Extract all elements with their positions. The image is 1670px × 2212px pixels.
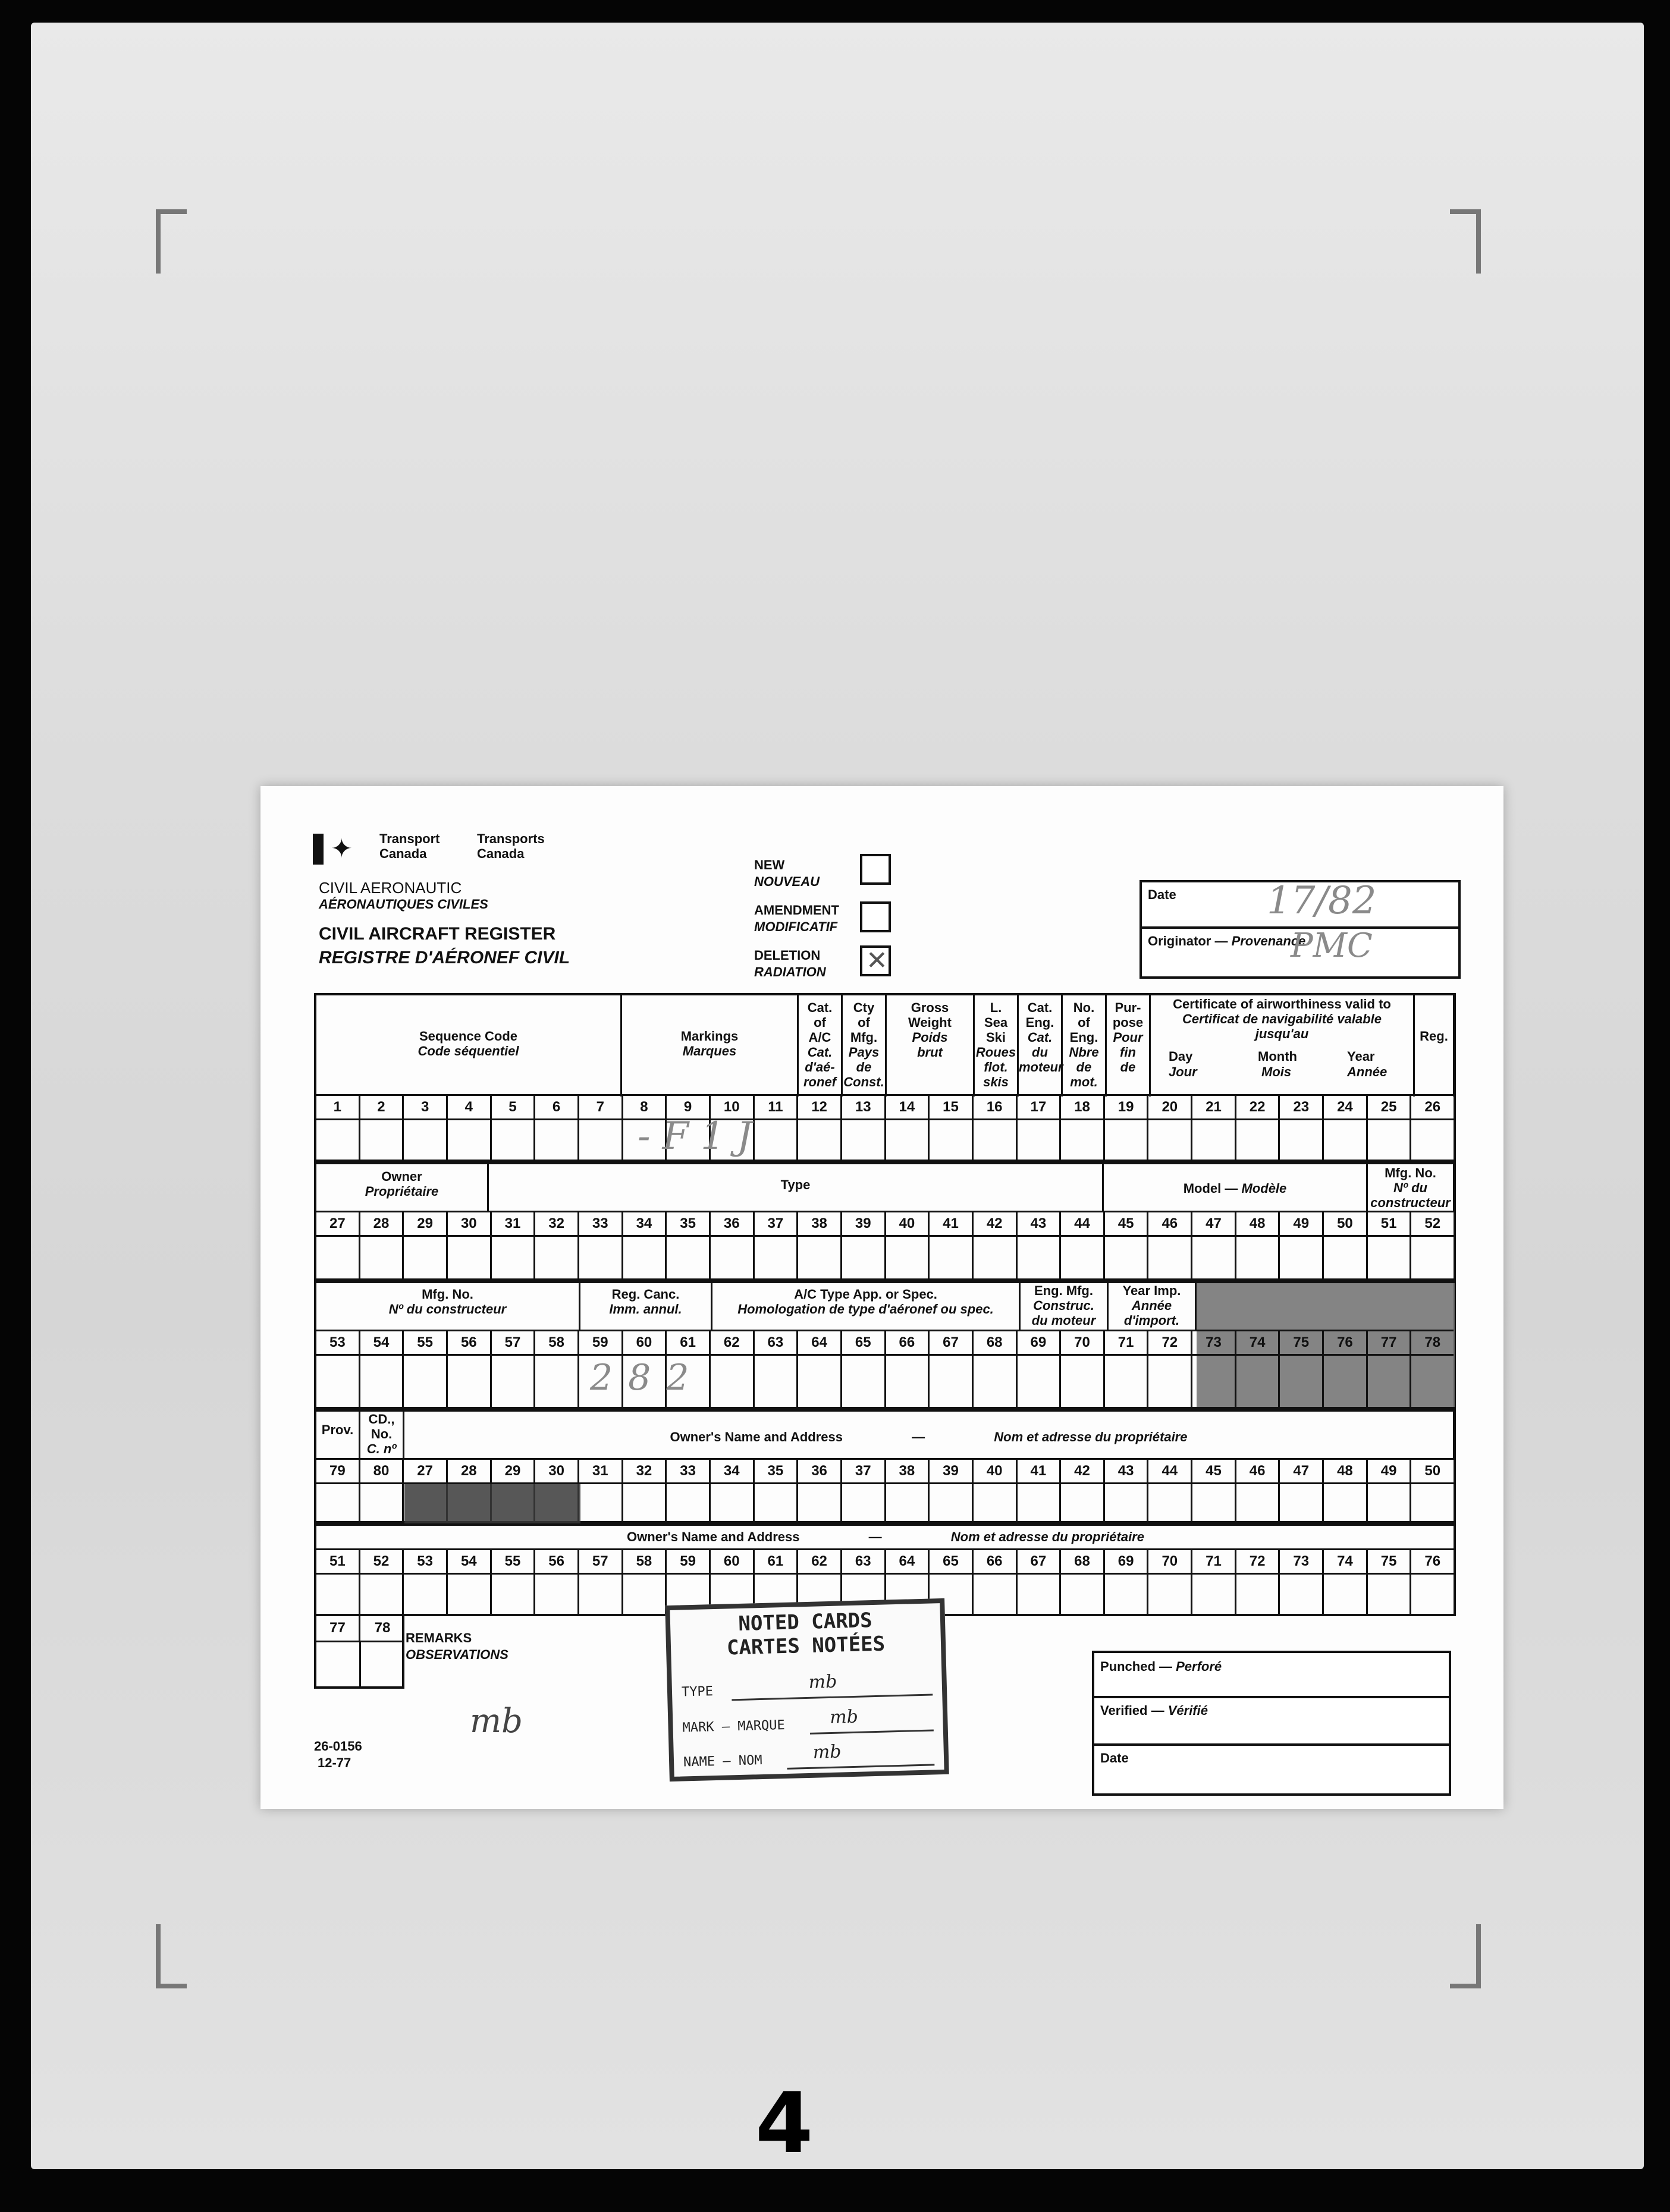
purpose-header: Pur- pose Pour fin de: [1107, 995, 1151, 1096]
remarks-initials: mb: [470, 1702, 523, 1740]
new-checkbox[interactable]: [860, 854, 891, 885]
deletion-label-fr: RADIATION: [754, 964, 826, 979]
row-2-entry-cells[interactable]: [316, 1237, 1454, 1278]
amendment-checkbox[interactable]: [860, 901, 891, 932]
reg-cancelled-header: Reg. Canc. Imm. annul.: [580, 1283, 712, 1331]
new-label-en: NEW: [754, 857, 785, 872]
row-5-column-numbers: 51 52 53 54 55 56 57 58 59 60 61 62 63 64 65 66 67 68 69 70 71 72 73 74 75 76: [316, 1548, 1454, 1575]
deletion-checkbox[interactable]: [860, 945, 891, 976]
crop-mark-top-left: [156, 209, 187, 274]
row-3-column-numbers: 53 54 55 56 57 58 59 60 61 62 63 64 65 66 67 68 69 70 71 72 73 74 75 76 77 78: [316, 1330, 1454, 1356]
register-title-en: CIVIL AIRCRAFT REGISTER: [319, 924, 556, 944]
new-label-fr: NOUVEAU: [754, 874, 820, 889]
form-code: 26-0156: [314, 1739, 362, 1754]
negative-frame-number: 4: [755, 2075, 814, 2172]
aircraft-row-2: [314, 1162, 1456, 1281]
crop-mark-bottom-left: [156, 1924, 187, 1988]
owner-address-header: Owner's Name and Address — Nom et adresse du propriétaire: [404, 1412, 1455, 1459]
agency-name-en: Transport Canada: [379, 831, 440, 861]
agency-name-fr: Transports Canada: [477, 831, 545, 861]
country-mfg-header: Cty of Mfg. Pays de Const.: [843, 995, 887, 1096]
type-header: Type: [489, 1164, 1104, 1212]
reg-cancelled-value[interactable]: 282: [590, 1357, 705, 1399]
row-3-entry-cells[interactable]: [316, 1356, 1454, 1407]
markings-header: Markings Marques: [622, 995, 799, 1096]
owner-address-header-2: Owner's Name and Address — Nom et adresse du propriétaire: [627, 1529, 1144, 1544]
engine-mfg-header: Eng. Mfg. Construc. du moteur: [1021, 1283, 1109, 1331]
owner-header: Owner Propriétaire: [316, 1164, 489, 1212]
crop-mark-bottom-right: [1450, 1924, 1481, 1988]
check-mark-icon: ✕: [866, 946, 888, 975]
row-1-entry-cells[interactable]: [316, 1120, 1454, 1160]
originator-label-fr: Provenance: [1231, 934, 1306, 948]
dept-fr: AÉRONAUTIQUES CIVILES: [319, 897, 488, 912]
marking-value[interactable]: -F1J: [638, 1114, 764, 1158]
model-header: Model — Modèle: [1104, 1164, 1368, 1212]
airworthiness-header: Certificate of airworthiness valid to Certificat de navigabilité valable jusqu'au Day Jour Month Mois Year Année: [1151, 995, 1415, 1096]
date-value[interactable]: 17/82: [1267, 879, 1377, 923]
amend-label-en: AMENDMENT: [754, 903, 839, 918]
gross-weight-header: Gross Weight Poids brut: [887, 995, 975, 1096]
ac-type-approval-header: A/C Type App. or Spec. Homologation de type d'aéronef ou spec.: [712, 1283, 1021, 1331]
deletion-label-en: DELETION: [754, 948, 821, 963]
cat-engine-header: Cat. Eng. Cat. du moteur: [1019, 995, 1063, 1096]
remarks-label-en: REMARKS: [406, 1630, 472, 1645]
control-box: Punched — Perforé Verified — Vérifié Date: [1092, 1651, 1451, 1796]
cat-ac-header: Cat. of A/C Cat. d'aé- ronef: [799, 995, 843, 1096]
province-header: Prov.: [316, 1412, 360, 1459]
row-2-column-numbers: 27 28 29 30 31 32 33 34 35 36 37 38 39 40 41 42 43 44 45 46 47 48 49 50 51 52: [316, 1211, 1454, 1237]
form-edition: 12-77: [318, 1755, 351, 1770]
remarks-cells: 77 78: [314, 1616, 404, 1689]
row-1-column-numbers: 1 2 3 4 5 6 7 8 9 10 11 12 13 14 15 16 17 18 19 20 21 22 23 24 25 26: [316, 1094, 1454, 1120]
num-engines-header: No. of Eng. Nbre de mot.: [1063, 995, 1107, 1096]
aircraft-row-1: [314, 993, 1456, 1162]
shaded-owner-cells: [404, 1484, 580, 1523]
reg-header: Reg.: [1415, 995, 1455, 1096]
originator-value[interactable]: PMC: [1291, 926, 1373, 965]
originator-label: Originator —: [1148, 934, 1232, 948]
owner-row-4: [314, 1409, 1456, 1523]
row-4-column-numbers: 79 80 27 28 29 30 31 32 33 34 35 36 37 38 39 40 41 42 43 44 45 46 47 48 49 50: [316, 1458, 1454, 1484]
date-originator-box: [1140, 880, 1461, 979]
dept-en: CIVIL AERONAUTIC: [319, 879, 462, 897]
landing-gear-header: L. Sea Ski Roues flot. skis: [975, 995, 1019, 1096]
canada-flag-icon: ✦: [313, 834, 360, 865]
noted-cards-stamp: NOTED CARDS CARTES NOTÉES TYPE mb MARK — MARQUE mb NAME — NOM mb: [665, 1598, 949, 1781]
crop-mark-top-right: [1450, 209, 1481, 274]
amend-label-fr: MODIFICATIF: [754, 919, 838, 934]
mfg-no-header: Mfg. No. Nº du constructeur: [1368, 1164, 1455, 1212]
cd-number-header: CD., No. C. nº: [360, 1412, 404, 1459]
sequence-code-header: Sequence Code Code séquentiel: [316, 995, 622, 1096]
date-label: Date: [1148, 887, 1176, 902]
aircraft-row-3: [314, 1281, 1456, 1409]
register-title-fr: REGISTRE D'AÉRONEF CIVIL: [319, 948, 570, 967]
mfg-number-header: Mfg. No. Nº du constructeur: [316, 1283, 580, 1331]
remarks-label-fr: OBSERVATIONS: [406, 1647, 508, 1662]
year-import-header: Year Imp. Année d'import.: [1109, 1283, 1197, 1331]
